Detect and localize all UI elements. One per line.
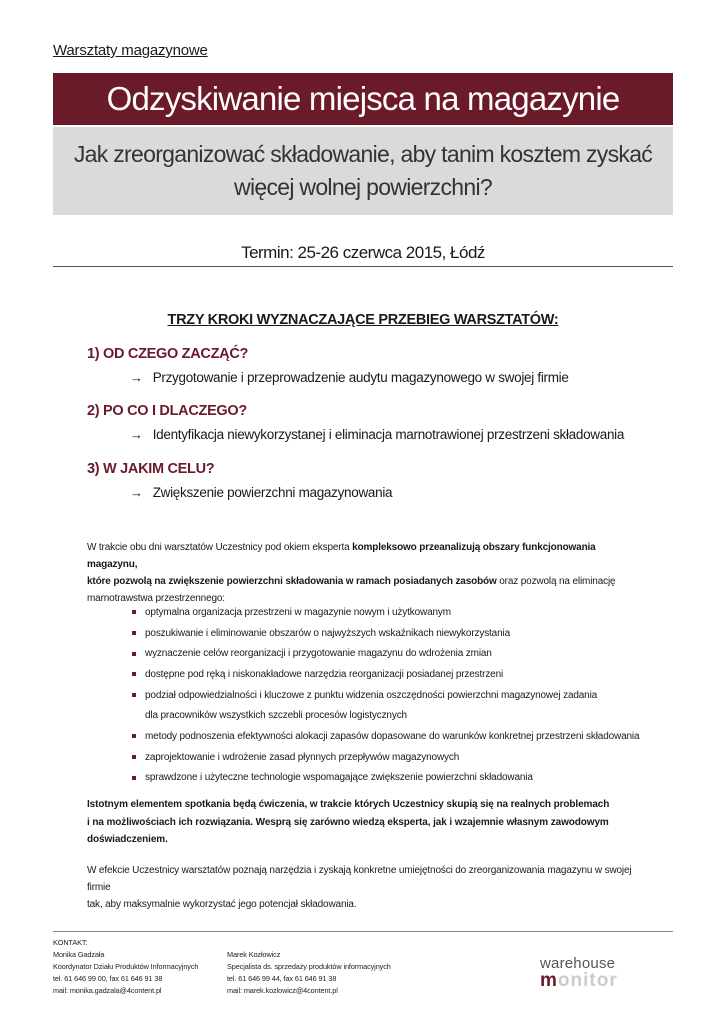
bullet-list bbox=[130, 602, 639, 788]
list-item: optymalna organizacja przestrzeni w magazynie nowym i użytkowanym bbox=[130, 602, 639, 623]
step-item-text: Zwiększenie powierzchni magazynowania bbox=[152, 485, 393, 500]
step-item-3 bbox=[130, 485, 392, 500]
intro-text: W trakcie obu dni warsztatów Uczestnicy pod okiem eksperta bbox=[87, 542, 353, 553]
step-title-1: 1) OD CZEGO ZACZĄĆ? bbox=[87, 346, 249, 362]
intro-bold-2: które pozwolą na zwiększenie powierzchni składowania w ramach posiadanych zasobów bbox=[87, 576, 497, 587]
divider bbox=[53, 266, 673, 267]
contact-name: Marek Kozłowicz bbox=[227, 950, 281, 959]
contact-label: KONTAKT: bbox=[53, 938, 88, 947]
contact-email[interactable]: mail: marek.kozlowicz@4content.pl bbox=[227, 986, 338, 995]
contact-role: Specjalista ds. sprzedaży produktów informacyjnych bbox=[227, 962, 391, 971]
list-item: poszukiwanie i eliminowanie obszarów o najwyższych wskaźnikach niewykorzystania bbox=[130, 623, 639, 644]
list-item: metody podnoszenia efektywności alokacji zapasów dopasowane do warunków konkretnej przestrzeni składowania bbox=[130, 726, 639, 747]
subtitle-box bbox=[53, 127, 673, 215]
logo-top-text: warehouse bbox=[540, 955, 616, 972]
bullet-square-icon bbox=[132, 631, 136, 635]
event-date: Termin: 25-26 czerwca 2015, Łódź bbox=[241, 243, 485, 262]
list-item-continuation: dla pracowników wszystkich szczebli procesów logistycznych bbox=[145, 710, 407, 722]
closing-line: tak, aby maksymalnie wykorzystać jego potencjał składowania. bbox=[87, 899, 357, 910]
step-item-text: Identyfikacja niewykorzystanej i eliminacja marnotrawionej przestrzeni składowania bbox=[152, 427, 625, 442]
contact-phone: tel. 61 646 99 00, fax 61 646 91 38 bbox=[53, 974, 163, 983]
bullet-square-icon bbox=[132, 693, 136, 697]
step-title-3: 3) W JAKIM CELU? bbox=[87, 461, 215, 477]
logo-bottom-text: monitor bbox=[540, 970, 618, 991]
contact-phone: tel. 61 646 99 44, fax 61 646 91 38 bbox=[227, 974, 337, 983]
intro-text: oraz pozwolą na eliminację bbox=[496, 576, 616, 587]
subtitle-line-1: Jak zreorganizować składowanie, aby tanim kosztem zyskać bbox=[73, 141, 653, 167]
footer-divider bbox=[53, 931, 673, 932]
closing-line: W efekcie Uczestnicy warsztatów poznają narzędzia i zyskają konkretne umiejętności do zreorganizowania magazynu w swojej firmie bbox=[87, 865, 632, 893]
list-item: wyznaczenie celów reorganizacji i przygotowanie magazynu do wdrożenia zmian bbox=[130, 643, 639, 664]
subtitle-line-2: więcej wolnej powierzchni? bbox=[234, 174, 492, 200]
bullet-square-icon bbox=[132, 776, 136, 780]
contact-email[interactable]: mail: monika.gadzala@4content.pl bbox=[53, 986, 162, 995]
arrow-right-icon: → bbox=[130, 427, 143, 442]
step-item-2 bbox=[130, 427, 624, 442]
bullet-square-icon bbox=[132, 610, 136, 614]
bullet-square-icon bbox=[132, 755, 136, 759]
step-item-text: Przygotowanie i przeprowadzenie audytu magazynowego w swojej firmie bbox=[152, 370, 569, 385]
warehouse-monitor-logo bbox=[540, 956, 640, 996]
exercise-line: doświadczeniem. bbox=[87, 834, 168, 845]
bullet-square-icon bbox=[132, 652, 136, 656]
arrow-right-icon: → bbox=[130, 485, 143, 500]
contact-block-2 bbox=[227, 949, 391, 997]
list-item: podział odpowiedzialności i kluczowe z punktu widzenia oszczędności powierzchni magazynowej zadania bbox=[130, 685, 639, 706]
list-item: zaprojektowanie i wdrożenie zasad płynnych przepływów magazynowych bbox=[130, 747, 639, 768]
step-item-1 bbox=[130, 370, 569, 385]
contact-role: Koordynator Działu Produktów Informacyjnych bbox=[53, 962, 199, 971]
list-item: sprawdzone i użyteczne technologie wspomagające zwiększenie powierzchni składowania bbox=[130, 768, 639, 789]
section-heading: TRZY KROKI WYZNACZAJĄCE PRZEBIEG WARSZTATÓW: bbox=[167, 312, 559, 328]
exercise-line: Istotnym elementem spotkania będą ćwiczenia, w trakcie których Uczestnicy skupią się na realnych problemach bbox=[87, 799, 610, 810]
intro-bold-1: kompleksowo przeanalizują obszary funkcjonowania magazynu, bbox=[87, 542, 596, 570]
closing-paragraph bbox=[87, 862, 639, 913]
arrow-right-icon: → bbox=[130, 370, 143, 385]
contact-name: Monika Gadzała bbox=[53, 950, 105, 959]
bullet-square-icon bbox=[132, 734, 136, 738]
page-title: Odzyskiwanie miejsca na magazynie bbox=[53, 73, 673, 125]
exercise-line: i na możliwościach ich rozwiązania. Wesprą się zarówno wiedzą eksperta, jak i wzajemnie własnym zawodowym bbox=[87, 816, 609, 828]
intro-paragraph bbox=[87, 539, 639, 607]
contact-block-1 bbox=[53, 937, 198, 997]
list-item: dostępne pod ręką i niskonakładowe narzędzia reorganizacji posiadanej przestrzeni bbox=[130, 664, 639, 685]
exercise-paragraph bbox=[87, 796, 639, 849]
intro-text: marnotrawstwa przestrzennego: bbox=[87, 593, 225, 604]
step-title-2: 2) PO CO I DLACZEGO? bbox=[87, 403, 247, 419]
bullet-square-icon bbox=[132, 672, 136, 676]
workshop-series-label: Warsztaty magazynowe bbox=[53, 42, 208, 59]
